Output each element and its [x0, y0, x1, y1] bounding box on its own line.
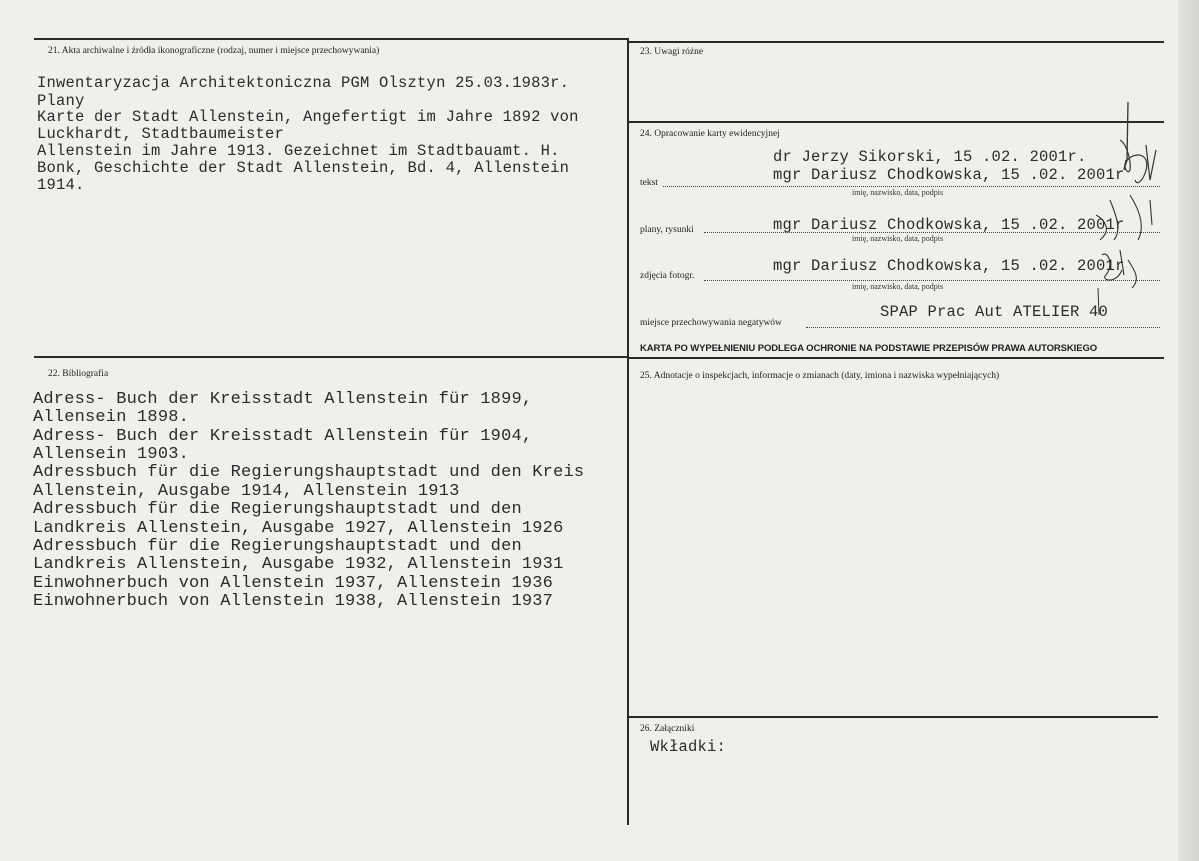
middle-rule-right	[628, 357, 1164, 359]
section21-line: Karte der Stadt Allenstein, Angefertigt im Jahre 1892 von	[37, 108, 579, 126]
bibliography-line: Adressbuch für die Regierungshauptstadt und den	[33, 500, 522, 519]
bibliography-line: Landkreis Allenstein, Ausgabe 1932, Allenstein 1931	[33, 555, 564, 574]
section26-value: Wkładki:	[650, 738, 727, 756]
section21-label: 21. Akta archiwalne i źródła ikonograficzne (rodzaj, numer i miejsce przechowywania)	[48, 46, 380, 56]
section24-label: 24. Opracowanie karty ewidencyjnej	[640, 129, 780, 139]
section22-label: 22. Bibliografia	[48, 369, 109, 379]
bibliography-line: Allenstein, Ausgabe 1914, Allenstein 1913	[33, 482, 460, 501]
middle-rule-left	[34, 356, 628, 358]
negatywy-label: miejsce przechowywania negatywów	[640, 318, 782, 328]
bibliography-line: Adress- Buch der Kreisstadt Allenstein für 1904,	[33, 427, 533, 446]
plany-sub-caption: imię, nazwisko, data, podpis	[852, 234, 944, 243]
zdjecia-value: mgr Dariusz Chodkowska, 15 .02. 2001r	[773, 257, 1125, 275]
rule-25-26	[628, 716, 1158, 718]
bibliography-line: Einwohnerbuch von Allenstein 1937, Allenstein 1936	[33, 574, 554, 593]
section25-label: 25. Adnotacje o inspekcjach, informacje o zmianach (daty, imiona i nazwiska wypełniających)	[640, 371, 1000, 381]
zdjecia-sub-caption: imię, nazwisko, data, podpis	[852, 282, 944, 291]
bibliography-line: Allensein 1898.	[33, 408, 190, 427]
bibliography-line: Adressbuch für die Regierungshauptstadt und den Kreis	[33, 463, 585, 482]
zdjecia-label: zdjęcia fotogr.	[640, 271, 695, 281]
card-edge	[1178, 0, 1199, 861]
column-divider	[627, 38, 629, 825]
top-rule-left	[34, 38, 628, 40]
tekst-value-1: dr Jerzy Sikorski, 15 .02. 2001r.	[773, 148, 1087, 166]
tekst-label: tekst	[640, 178, 658, 188]
section21-line: Inwentaryzacja Architektoniczna PGM Olsztyn 25.03.1983r.	[37, 74, 570, 92]
section21-line: Plany	[37, 92, 85, 110]
bibliography-line: Einwohnerbuch von Allenstein 1938, Allenstein 1937	[33, 592, 554, 611]
section21-line: Bonk, Geschichte der Stadt Allenstein, Bd. 4, Allenstein	[37, 159, 570, 177]
section23-label: 23. Uwagi różne	[640, 47, 704, 57]
negatywy-value: SPAP Prac Aut ATELIER 40	[880, 303, 1109, 321]
tekst-dotted-line	[663, 186, 1160, 187]
bibliography-line: Adressbuch für die Regierungshauptstadt und den	[33, 537, 522, 556]
plany-label: plany, rysunki	[640, 225, 694, 235]
tekst-sub-caption: imię, nazwisko, data, podpis	[852, 188, 944, 197]
bibliography-line: Allensein 1903.	[33, 445, 190, 464]
section21-line: 1914.	[37, 176, 85, 194]
copyright-notice: KARTA PO WYPEŁNIENIU PODLEGA OCHRONIE NA PODSTAWIE PRZEPISÓW PRAWA AUTORSKIEGO	[640, 343, 1098, 354]
plany-value: mgr Dariusz Chodkowska, 15 .02. 2001r	[773, 216, 1125, 234]
tekst-value-2: mgr Dariusz Chodkowska, 15 .02. 2001r	[773, 166, 1125, 184]
bibliography-line: Adress- Buch der Kreisstadt Allenstein für 1899,	[33, 390, 533, 409]
signature-mark	[1090, 100, 1170, 340]
section26-label: 26. Załączniki	[640, 724, 695, 734]
top-rule-right	[628, 41, 1164, 43]
rule-23-24	[628, 121, 1164, 123]
bibliography-line: Landkreis Allenstein, Ausgabe 1927, Allenstein 1926	[33, 519, 564, 538]
section21-line: Luckhardt, Stadtbaumeister	[37, 125, 285, 143]
section21-line: Allenstein im Jahre 1913. Gezeichnet im Stadtbauamt. H.	[37, 142, 560, 160]
